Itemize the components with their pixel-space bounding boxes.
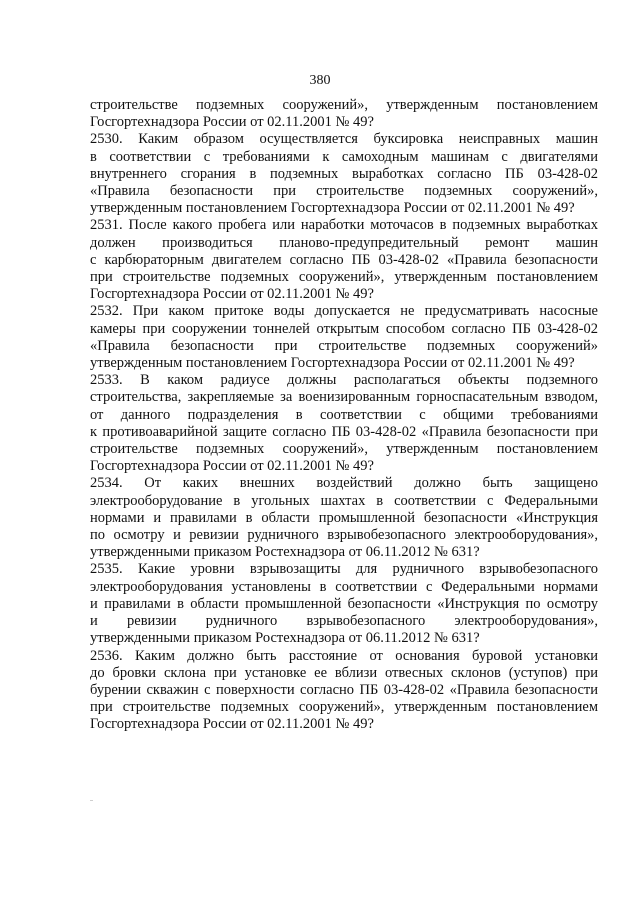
text-line: строительстве подземных сооружений», утвержденным постановлением — [90, 97, 598, 113]
question-2536 — [90, 648, 598, 734]
scan-speck — [90, 800, 93, 801]
question-2532 — [90, 303, 598, 372]
paragraph-continuation — [90, 97, 598, 131]
question-2535 — [90, 561, 598, 647]
text-line: утвержденным постановлением Госгортехнадзора России от 02.11.2001 № 49? — [90, 200, 575, 217]
text-line: утвержденными приказом Ростехнадзора от 06.11.2012 № 631? — [90, 630, 480, 647]
text-line: строительства, закрепляемые за военизированным горноспасательным взводом, — [90, 389, 598, 406]
text-line: утвержденными приказом Ростехнадзора от 06.11.2012 № 631? — [90, 544, 480, 561]
text-line: «Правила безопасности при строительстве подземных сооружений», — [90, 183, 598, 200]
question-2531 — [90, 217, 598, 303]
text-line: до бровки склона при установке ее вблизи отвесных склонов (уступов) при — [90, 664, 598, 681]
text-line: и правилами в области промышленной безопасности «Инструкция по осмотру — [90, 595, 598, 612]
text-line: 2531. После какого пробега или наработки моточасов в подземных выработках — [90, 217, 598, 234]
text-line: в соответствии с требованиями к самоходным машинам с двигателями — [90, 148, 598, 165]
text-line: к противоаварийной защите согласно ПБ 03-428-02 «Правила безопасности при — [90, 423, 598, 440]
text-line: бурении скважин с поверхности согласно ПБ 03-428-02 «Правила безопасности — [90, 681, 598, 698]
text-line: камеры при сооружении тоннелей открытым способом согласно ПБ 03-428-02 — [90, 320, 598, 337]
text-line: утвержденным постановлением Госгортехнадзора России от 02.11.2001 № 49? — [90, 355, 575, 372]
text-line: при строительстве подземных сооружений», утвержденным постановлением — [90, 269, 598, 286]
text-line: Госгортехнадзора России от 02.11.2001 № 49? — [90, 716, 374, 733]
question-2534 — [90, 475, 598, 561]
text-line: электрооборудование в угольных шахтах в соответствии с Федеральными — [90, 492, 598, 509]
question-2533 — [90, 372, 598, 475]
text-line: 2533. В каком радиусе должны располагаться объекты подземного — [90, 372, 598, 389]
document-body — [90, 97, 598, 734]
text-line: 2536. Каким должно быть расстояние от основания буровой установки — [90, 647, 598, 664]
text-line: 2534. От каких внешних воздействий должно быть защищено — [90, 475, 598, 492]
text-line: должен производиться планово-предупредительный ремонт машин — [90, 234, 598, 251]
text-line: строительстве подземных сооружений», утвержденным постановлением — [90, 441, 598, 458]
text-line: по осмотру и ревизии рудничного взрывобезопасного электрооборудования», — [90, 527, 598, 544]
text-line: от данного подразделения в соответствии с общими требованиями — [90, 406, 598, 423]
text-line: внутреннего сгорания в подземных выработках согласно ПБ 03-428-02 — [90, 165, 598, 182]
text-line: при строительстве подземных сооружений», утвержденным постановлением — [90, 699, 598, 716]
text-line: нормами и правилами в области промышленной безопасности «Инструкция — [90, 509, 598, 526]
text-line: «Правила безопасности при строительстве подземных сооружений» — [90, 337, 598, 354]
text-line: электрооборудования установлены в соответствии с Федеральными нормами — [90, 578, 598, 595]
text-line: и ревизии рудничного взрывобезопасного электрооборудования», — [90, 613, 598, 630]
text-line: Госгортехнадзора России от 02.11.2001 № 49? — [90, 114, 374, 131]
text-line: Госгортехнадзора России от 02.11.2001 № 49? — [90, 458, 374, 475]
text-line: 2532. При каком притоке воды допускается не предусматривать насосные — [90, 303, 598, 320]
question-2530 — [90, 131, 598, 217]
text-line: 2535. Какие уровни взрывозащиты для рудничного взрывобезопасного — [90, 561, 598, 578]
page-number: 380 — [309, 73, 331, 88]
text-line: с карбюраторным двигателем согласно ПБ 03-428-02 «Правила безопасности — [90, 251, 598, 268]
text-line: 2530. Каким образом осуществляется буксировка неисправных машин — [90, 131, 598, 148]
text-line: Госгортехнадзора России от 02.11.2001 № 49? — [90, 286, 374, 303]
